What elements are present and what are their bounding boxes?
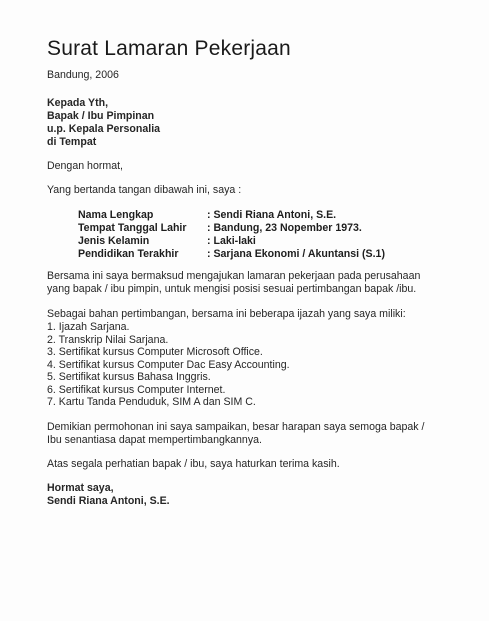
attachment-item: 5. Sertifikat kursus Bahasa Inggris.: [47, 371, 211, 383]
identity-value: : Sendi Riana Antoni, S.E.: [207, 209, 337, 221]
greeting: Dengan hormat,: [47, 160, 123, 172]
place-date: Bandung, 2006: [47, 69, 119, 81]
recipient-line: di Tempat: [47, 136, 97, 148]
paragraph-line: Bersama ini saya bermaksud mengajukan lamaran pekerjaan pada perusahaan: [47, 270, 421, 282]
attachment-item: 7. Kartu Tanda Penduduk, SIM A dan SIM C.: [47, 396, 256, 408]
recipient-line: Bapak / Ibu Pimpinan: [47, 110, 155, 122]
identity-label: Pendidikan Terakhir: [78, 248, 179, 260]
identity-label: Tempat Tanggal Lahir: [78, 222, 187, 234]
identity-value: : Bandung, 23 Nopember 1973.: [207, 222, 362, 234]
identity-row: [78, 235, 256, 248]
paragraph-line: Demikian permohonan ini saya sampaikan, besar harapan saya semoga bapak /: [47, 421, 425, 433]
recipient-line: Kepada Yth,: [47, 97, 109, 109]
identity-row: [78, 209, 336, 222]
signoff: Hormat saya,: [47, 482, 114, 494]
attachment-item: 4. Sertifikat kursus Computer Dac Easy Accounting.: [47, 359, 290, 371]
attachment-item: 3. Sertifikat kursus Computer Microsoft Office.: [47, 346, 263, 358]
identity-value: : Sarjana Ekonomi / Akuntansi (S.1): [207, 248, 385, 260]
identity-label: Nama Lengkap: [78, 209, 154, 221]
paragraph-line: yang bapak / ibu pimpin, untuk mengisi posisi sesuai pertimbangan bapak /ibu.: [47, 283, 417, 295]
identity-label: Jenis Kelamin: [78, 235, 150, 247]
paragraph-line: Ibu senantiasa dapat mempertimbangkannya.: [47, 434, 262, 446]
attachment-item: 6. Sertifikat kursus Computer Internet.: [47, 384, 226, 396]
identity-row: [78, 222, 362, 235]
signature-name: Sendi Riana Antoni, S.E.: [47, 495, 170, 507]
recipient-line: u.p. Kepala Personalia: [47, 123, 161, 135]
identity-row: [78, 248, 385, 261]
closing-thanks: Atas segala perhatian bapak / ibu, saya haturkan terima kasih.: [47, 458, 340, 470]
attachments-intro: Sebagai bahan pertimbangan, bersama ini beberapa ijazah yang saya miliki:: [47, 308, 406, 320]
intro-text: Yang bertanda tangan dibawah ini, saya :: [47, 184, 242, 196]
attachment-item: 2. Transkrip Nilai Sarjana.: [47, 334, 169, 346]
identity-value: : Laki-laki: [207, 235, 256, 247]
letter-title: Surat Lamaran Pekerjaan: [47, 37, 291, 60]
attachment-item: 1. Ijazah Sarjana.: [47, 321, 130, 333]
